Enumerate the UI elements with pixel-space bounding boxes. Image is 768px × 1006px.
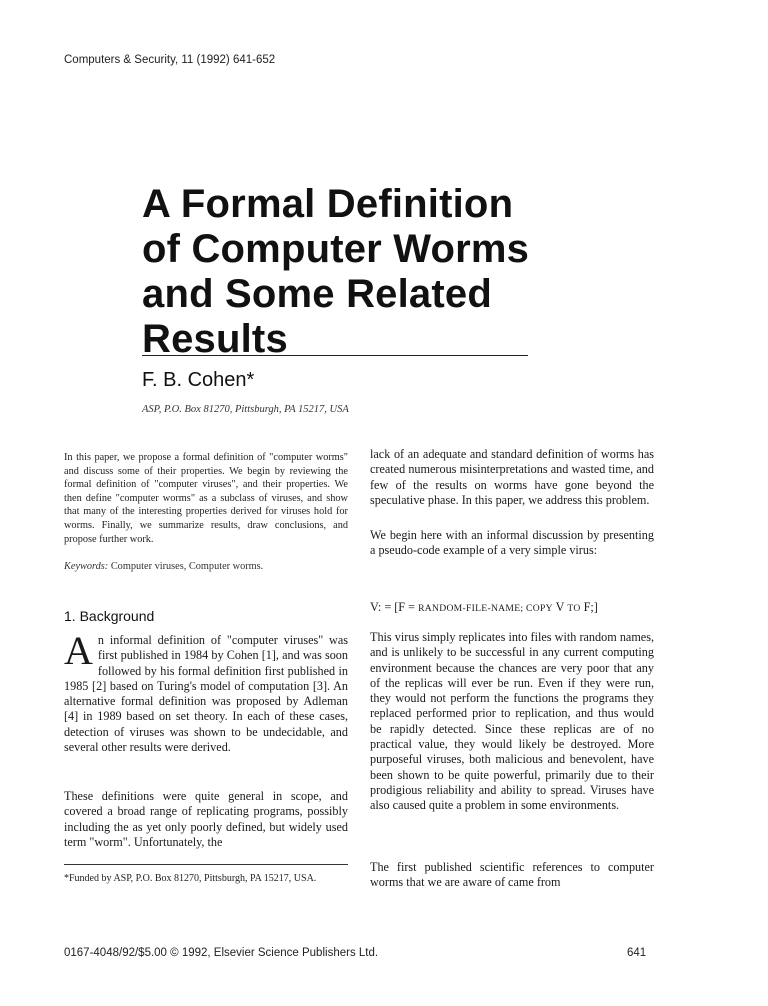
author-name: F. B. Cohen* — [142, 369, 255, 391]
background-paragraph-2: These definitions were quite general in scope, and covered a broad range of replicating programs, possibly including the as yet only poorly defined, but widely used term "worm". Unfortunately, the — [64, 789, 348, 849]
code-smallcaps-2: TO — [567, 603, 581, 614]
background-paragraph-1 — [64, 628, 348, 755]
code-suffix: F;] — [580, 600, 598, 614]
title-line: A Formal Definition — [142, 182, 514, 226]
page-number: 641 — [627, 947, 647, 959]
col2-paragraph-3: This virus simply replicates into files with random names, and is unlikely to be successful in any current computing environment because the chances are very poor that any of the replicas will ever be run. Even if they were run, they would not perform the functions the programs they replaced performed prior to replication, and thus would be rapidly detected. Since these replicas are of no practical value, they would likely be destroyed. More purposeful viruses, both malicious and benevolent, have been shown to be quite powerful, primarily due to their prodigious reliability and ability to spread. Viruses have also caused quite a problem in some environments. — [370, 630, 654, 813]
drop-cap: A — [64, 628, 93, 673]
col2-paragraph-2: We begin here with an informal discussion by presenting a pseudo-code example of a very simple virus: — [370, 528, 654, 558]
pseudo-code — [370, 600, 660, 615]
col2-paragraph-4: The first published scientific references to computer worms that we are aware of came from — [370, 860, 654, 890]
code-v: V — [552, 600, 568, 614]
col2-paragraph-1: lack of an adequate and standard definition of worms has created numerous misinterpretations and wasted time, and few of the results on worms have gone beyond the speculative phase. In this paper, we address this problem. — [370, 447, 654, 507]
section-heading: 1. Background — [64, 608, 155, 624]
code-smallcaps-1: RANDOM-FILE-NAME; COPY — [418, 603, 553, 614]
keywords — [64, 561, 348, 572]
title-line: Results — [142, 317, 288, 361]
keywords-label: Keywords: — [64, 561, 109, 572]
author-affiliation: ASP, P.O. Box 81270, Pittsburgh, PA 15217, USA — [142, 404, 349, 415]
footnote-rule — [64, 864, 348, 865]
title-line: and Some Related — [142, 272, 492, 316]
title-rule — [142, 355, 528, 356]
code-prefix: V: = [F = — [370, 600, 419, 614]
paragraph-text: n informal definition of "computer viruses" was first published in 1984 by Cohen [1], and was soon followed by his formal definition first published in 1985 [2] based on Turing's model of computation [3]. An alternative formal definition was proposed by Adleman [4] in 1989 based on set theory. In each of these cases, detection of viruses was shown to be undecidable, and several other results were derived. — [64, 633, 348, 755]
title-line: of Computer Worms — [142, 227, 530, 271]
keywords-text: Computer viruses, Computer worms. — [110, 561, 264, 572]
abstract: In this paper, we propose a formal definition of "computer worms" and discuss some of their properties. We begin by reviewing the formal definition of "computer viruses", and their properties. We then define "computer worms" as a subclass of viruses, and show that many of the interesting properties derived for viruses hold for worms. Finally, we summarize results, draw conclusions, and propose further work. — [64, 452, 348, 545]
paper-title — [142, 182, 529, 362]
footnote: *Funded by ASP, P.O. Box 81270, Pittsburgh, PA 15217, USA. — [64, 873, 317, 884]
copyright-line: 0167-4048/92/$5.00 © 1992, Elsevier Science Publishers Ltd. — [64, 947, 379, 959]
journal-citation: Computers & Security, 11 (1992) 641-652 — [64, 54, 276, 66]
